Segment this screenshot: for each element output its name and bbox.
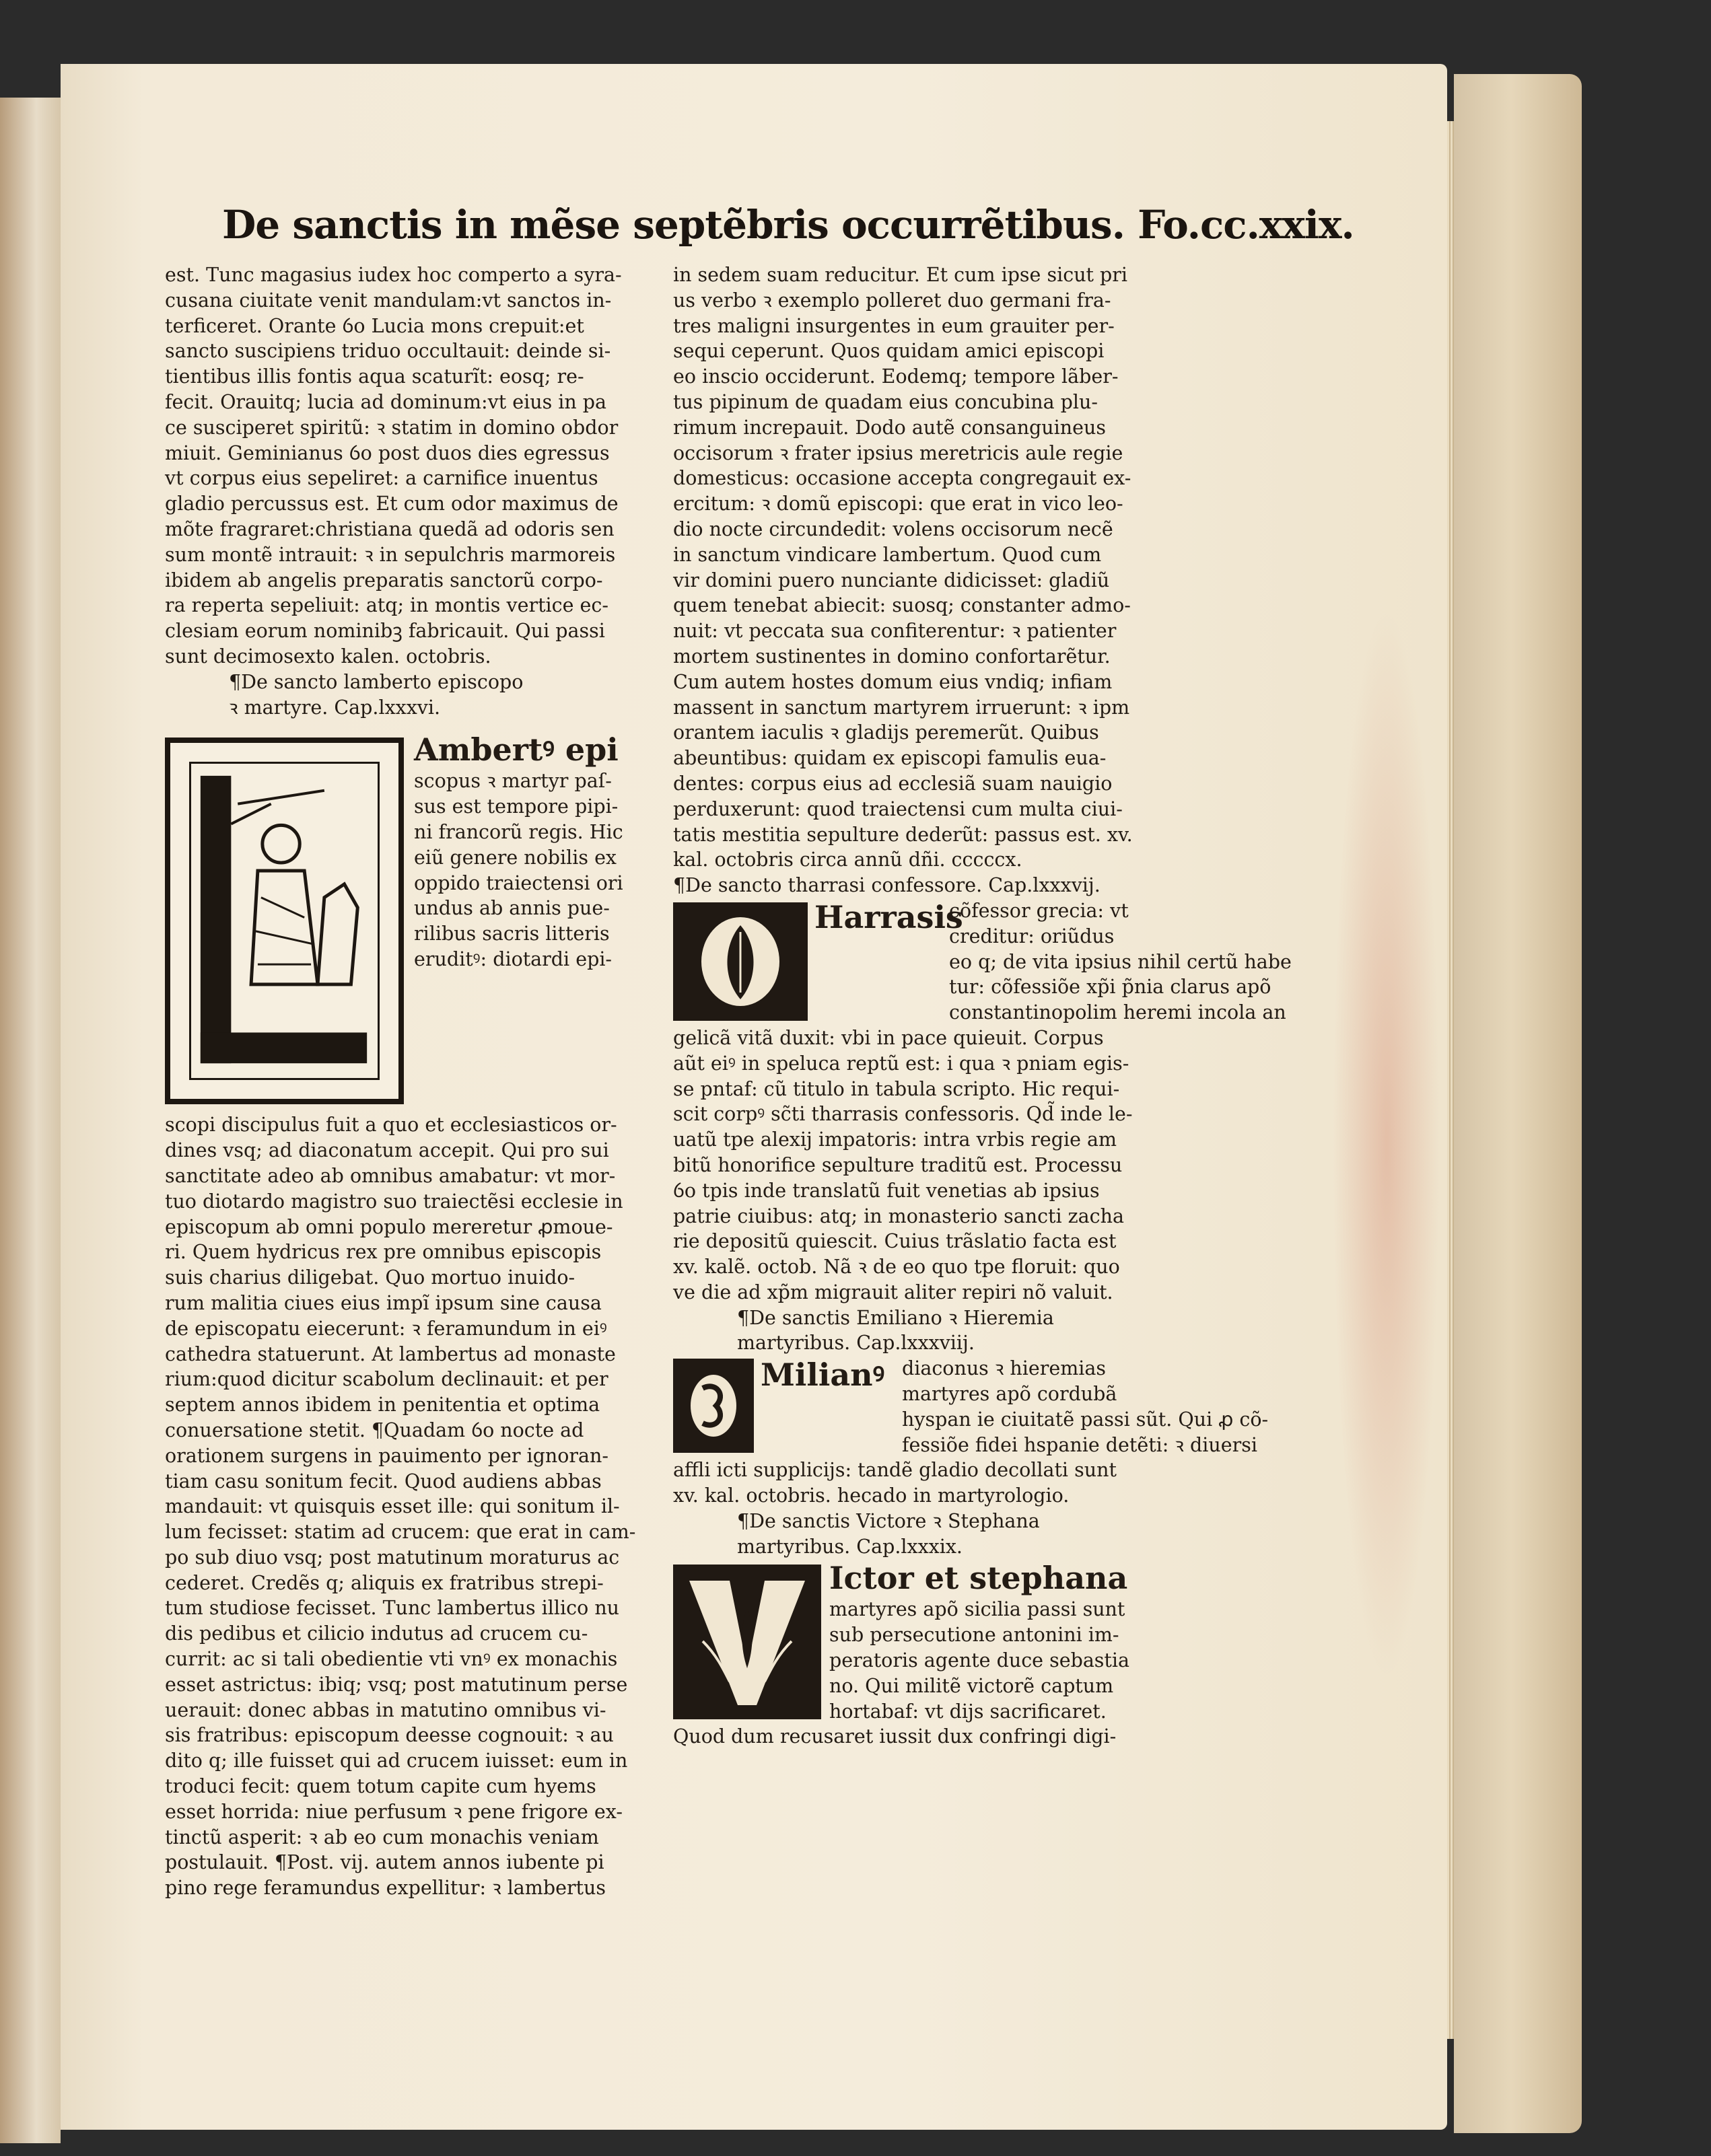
text-line: hortabaf: vt dijs sacrificaret. [829, 1700, 1107, 1723]
text-line: tinctũ asperit: ꝛ ab eo cum monachis veniam [165, 1826, 599, 1848]
text-line: rum malitia ciues eius impĩ ipsum sine causa [165, 1291, 602, 1314]
text-line: martyres apõ cordubã [902, 1383, 1117, 1406]
beside-initial-lambert [414, 731, 650, 972]
initial-block-tharrasi [673, 898, 1292, 1026]
text-line: in sanctum vindicare lambertum. Quod cum [673, 543, 1102, 566]
text-line: kal. octobris circa annũ dñi. cccccx. [673, 849, 1022, 871]
text-line: xv. kalẽ. octob. Nã ꝛ de eo quo tpe floruit: quo [673, 1256, 1120, 1279]
text-line: sequi ceperunt. Quos quidam amici episcopi [673, 340, 1105, 363]
rubric-lamberto: ¶De sancto lamberto episcopo [229, 670, 524, 693]
text-line: vt corpus eius sepeliret: a carnifice inuentus [165, 467, 598, 490]
text-line: eo q; de vita ipsius nihil certũ habe [949, 950, 1292, 973]
text-line: mandauit: vt quisquis esset ille: qui sonitum il- [165, 1495, 620, 1518]
text-line: dio nocte circundedit: volens occisorum necẽ [673, 517, 1113, 540]
text-line: dentes: corpus eius ad ecclesiã suam nauigio [673, 772, 1113, 795]
text-line: cusana ciuitate venit mandulam:vt sanctos in- [165, 289, 612, 312]
text-line: ni francorũ regis. Hic [414, 820, 623, 843]
text-line: fessiõe fidei hspanie detẽti: ꝛ diuersi [902, 1433, 1257, 1456]
text-line: dines vsq; ad diaconatum accepit. Qui pro sui [165, 1139, 609, 1162]
rubric-emiliano-chapter: martyribus. Cap.lxxxviij. [737, 1332, 975, 1355]
rubric-lamberto-chapter: ꝛ martyre. Cap.lxxxvi. [229, 696, 441, 719]
initial-block-lambert [165, 731, 650, 1112]
text-line: sum montẽ intrauit: ꝛ in sepulchris marmoreis [165, 543, 616, 566]
text-line: oppido traiectensi ori [414, 871, 623, 894]
text-line: quem tenebat abiecit: suosq; constanter admo- [673, 594, 1131, 617]
text-line: ce susciperet spiritũ: ꝛ statim in domino obdor [165, 416, 619, 439]
left-top-text [165, 262, 650, 670]
text-line: se pntaf: cũ titulo in tabula scripto. Hic requi- [673, 1077, 1120, 1100]
text-line: perduxerunt: quod traiectensi cum multa ciui- [673, 797, 1123, 820]
rubric-emiliano: ¶De sanctis Emiliano ꝛ Hieremia [737, 1306, 1054, 1329]
text-line: sancto suscipiens triduo occultauit: deinde si- [165, 340, 611, 363]
text-line: rie depositũ quiescit. Cuius trãslatio facta est [673, 1230, 1117, 1253]
text-line: hyspan ie ciuitatẽ passi sũt. Qui ꝓ cõ- [902, 1408, 1269, 1431]
text-line: ibidem ab angelis preparatis sanctorũ corpo- [165, 569, 603, 591]
left-page-edge [0, 98, 61, 2143]
text-line: us verbo ꝛ exemplo polleret duo germani fra- [673, 289, 1111, 312]
text-line: undus ab annis pue- [414, 897, 610, 920]
text-line: scopi discipulus fuit a quo et ecclesiasticos or- [165, 1114, 617, 1137]
text-line: constantinopolim heremi incola an [949, 1001, 1286, 1024]
lambert-opening-word: Ambertꝰ epi [414, 731, 619, 768]
text-line: rilibus sacris litteris [414, 923, 610, 945]
text-line: tur: cõfessiõe xp̃i p̃nia clarus apõ [949, 976, 1271, 999]
text-line: gladio percussus est. Et cum odor maximus de [165, 493, 619, 515]
initial-block-victore [673, 1559, 1158, 1724]
text-line: Cum autem hostes domum eius vndiq; infiam [673, 670, 1113, 693]
text-line: cathedra statuerunt. At lambertus ad monaste [165, 1342, 616, 1365]
text-line: terficeret. Orante ỽo Lucia mons crepuit:et [165, 314, 584, 337]
text-line: esset horrida: niue perfusum ꝛ pene frigore ex- [165, 1800, 623, 1823]
victore-last-line: Quod dum recusaret iussit dux confringi digi- [673, 1725, 1117, 1748]
text-line: clesiam eorum nominibꝫ fabricauit. Qui passi [165, 620, 605, 643]
text-line: dito q; ille fuisset qui ad crucem iuisset: eum in [165, 1750, 628, 1772]
book-cover-edge [1454, 74, 1582, 2133]
text-line: esset astrictus: ibiq; vsq; post matutinum perse [165, 1673, 628, 1696]
text-line: fecit. Orauitq; lucia ad dominum:vt eius in pa [165, 390, 607, 413]
text-line: suis charius diligebat. Quo mortuo inuido- [165, 1266, 575, 1289]
text-line: massent in sanctum martyrem irruerunt: ꝛ ipm [673, 696, 1130, 719]
right-column [673, 262, 1292, 1750]
text-line: tus pipinum de quadam eius concubina plu- [673, 390, 1098, 413]
text-line: septem annos ibidem in penitentia et optima [165, 1394, 600, 1416]
text-line: orationem surgens in pauimento per ignoran- [165, 1444, 608, 1467]
text-line: occisorum ꝛ frater ipsius meretricis aule regie [673, 441, 1123, 464]
beside-initial-emiliano [761, 1356, 1269, 1458]
leaf-initial-icon [676, 905, 805, 1018]
text-line: cederet. Credẽs q; aliquis ex fratribus strepi- [165, 1571, 604, 1594]
text-line: diaconus ꝛ hieremias [902, 1357, 1107, 1380]
victore-beside-lines [829, 1597, 1158, 1724]
text-line: cõfessor grecia: vt [949, 899, 1129, 922]
page-stain [1333, 606, 1440, 1682]
text-line: tuo diotardo magistro suo traiectẽsi ecclesie in [165, 1190, 623, 1213]
emiliano-opening-word: Milianꝰ [761, 1357, 885, 1394]
text-line: est. Tunc magasius iudex hoc comperto a syra- [165, 264, 622, 286]
text-line: tum studiose fecisset. Tunc lambertus illico nu [165, 1597, 620, 1620]
text-line: dis pedibus et cilicio indutus ad crucem cu- [165, 1622, 588, 1645]
text-line: pino rege feramundus expellitur: ꝛ lambertus [165, 1877, 606, 1900]
text-line: sus est tempore pipi- [414, 795, 619, 818]
running-header: De sanctis in mẽse septẽbris occurrẽtibus. Fo.cc.xxix. [222, 202, 1354, 248]
text-line: domesticus: occasione accepta congregauit ex- [673, 467, 1131, 490]
victore-opening-word: Ictor et stephana [829, 1560, 1128, 1597]
text-line: currit: ac si tali obedientie vti vnꝰ ex monachis [165, 1648, 618, 1671]
text-line: mõte fragraret:christiana quedã ad odoris sen [165, 517, 615, 540]
text-line: vir domini puero nunciante didicisset: gladiũ [673, 569, 1110, 591]
initial-frame [189, 762, 380, 1080]
text-line: no. Qui militẽ victorẽ captum [829, 1674, 1114, 1697]
text-line: postulauit. ¶Post. vij. autem annos iubente pi [165, 1851, 604, 1874]
tharrasi-text [673, 1026, 1158, 1305]
text-line: eo inscio occiderunt. Eodemq; tempore lãber- [673, 365, 1119, 388]
text-line: tientibus illis fontis aqua scaturĩt: eosq; re- [165, 365, 584, 388]
tharrasi-opening-word: Harrasis [814, 898, 963, 935]
woodcut-initial-l [165, 738, 404, 1104]
text-line: ri. Quem hydricus rex pre omnibus episcopis [165, 1241, 602, 1264]
text-line: ercitum: ꝛ domũ episcopi: que erat in vico leo- [673, 493, 1123, 515]
text-line: ra reperta sepeliuit: atq; in montis vertice ec- [165, 594, 608, 617]
text-line: tres maligni insurgentes in eum grauiter per- [673, 314, 1115, 337]
left-column [165, 262, 650, 1901]
ornamental-v-icon [676, 1567, 818, 1717]
text-line: eruditꝰ: diotardi epi- [414, 947, 613, 970]
beside-initial-victore [829, 1559, 1158, 1724]
text-line: rium:quod dicitur scabolum declinauit: et per [165, 1368, 608, 1391]
text-line: bitũ honorifice sepulture traditũ est. Processu [673, 1153, 1123, 1176]
text-line: sunt decimosexto kalen. octobris. [165, 645, 491, 668]
text-line: eiũ genere nobilis ex [414, 846, 617, 869]
text-line: orantem iaculis ꝛ gladijs peremerũt. Quibus [673, 721, 1099, 744]
text-line: sanctitate adeo ab omnibus amabatur: vt mor- [165, 1164, 616, 1187]
text-line: mortem sustinentes in domino confortarẽtur. [673, 645, 1111, 668]
text-line: creditur: oriũdus [949, 925, 1115, 947]
right-top-text [673, 262, 1158, 873]
initial-block-emiliano [673, 1356, 1269, 1458]
text-line: po sub diuo vsq; post matutinum moraturus ac [165, 1546, 620, 1569]
rubric-victore-chapter: martyribus. Cap.lxxxix. [737, 1535, 963, 1558]
text-line: peratoris agente duce sebastia [829, 1649, 1129, 1672]
text-line: patrie ciuibus: atq; in monasterio sancti zacha [673, 1205, 1124, 1227]
woodcut-initial-e [673, 1359, 754, 1453]
rubric-tharrasi: ¶De sancto tharrasi confessore. Cap.lxxxvij. [673, 874, 1101, 897]
text-line: miuit. Geminianus ỽo post duos dies egressus [165, 441, 610, 464]
text-line: rimum increpauit. Dodo autẽ consanguineus [673, 416, 1106, 439]
left-bottom-text [165, 1112, 650, 1901]
beside-initial-tharrasi [814, 898, 1292, 1026]
text-line: in sedem suam reducitur. Et cum ipse sicut pri [673, 264, 1128, 286]
text-line: sis fratribus: episcopum deesse cognouit: ꝛ au [165, 1724, 614, 1747]
woodcut-initial-t [673, 902, 808, 1021]
text-line: tatis mestitia sepulture dederũt: passus est. xv. [673, 823, 1133, 846]
text-line: affli icti supplicijs: tandẽ gladio decollati sunt [673, 1459, 1117, 1482]
text-line: sub persecutione antonini im- [829, 1624, 1119, 1647]
text-line: ỽo tpis inde translatũ fuit venetias ab ipsius [673, 1179, 1100, 1202]
text-line: gelicã vitã duxit: vbi in pace quieuit. Corpus [673, 1026, 1104, 1049]
text-line: nuit: vt peccata sua confiterentur: ꝛ patienter [673, 620, 1117, 643]
woodcut-illustration-icon [191, 764, 378, 1078]
text-line: episcopum ab omni populo mereretur ꝓmoue- [165, 1215, 613, 1238]
emiliano-text [673, 1458, 1158, 1509]
woodcut-initial-v [673, 1565, 821, 1719]
text-line: troduci fecit: quem totum capite cum hyems [165, 1775, 596, 1798]
text-line: aũt eiꝰ in speluca reptũ est: i qua ꝛ pniam egis- [673, 1052, 1129, 1075]
text-line: lum fecisset: statim ad crucem: que erat in cam- [165, 1521, 636, 1544]
text-line: tiam casu sonitum fecit. Quod audiens abbas [165, 1470, 602, 1493]
beside-lines [414, 768, 650, 972]
ornamental-initial-icon [676, 1361, 751, 1450]
text-line: abeuntibus: quidam ex episcopi famulis eua- [673, 747, 1107, 770]
text-line: uerauit: donec abbas in matutino omnibus vi- [165, 1698, 606, 1721]
text-line: de episcopatu eiecerunt: ꝛ feramundum in eiꝰ [165, 1317, 607, 1340]
text-line: scit corpꝰ sc̃ti tharrasis confessoris. Qd̃ inde le- [673, 1103, 1133, 1126]
text-line: xv. kal. octobris. hecado in martyrologio. [673, 1484, 1070, 1507]
text-line: scopus ꝛ martyr paſ- [414, 770, 612, 793]
rubric-victore: ¶De sanctis Victore ꝛ Stephana [737, 1509, 1040, 1532]
text-line: uatũ tpe alexij impatoris: intra vrbis regie am [673, 1128, 1117, 1151]
text-line: ve die ad xp̃m migrauit aliter repiri nõ valuit. [673, 1281, 1113, 1303]
text-line: martyres apõ sicilia passi sunt [829, 1598, 1125, 1621]
text-line: conuersatione stetit. ¶Quadam ỽo nocte ad [165, 1418, 584, 1441]
